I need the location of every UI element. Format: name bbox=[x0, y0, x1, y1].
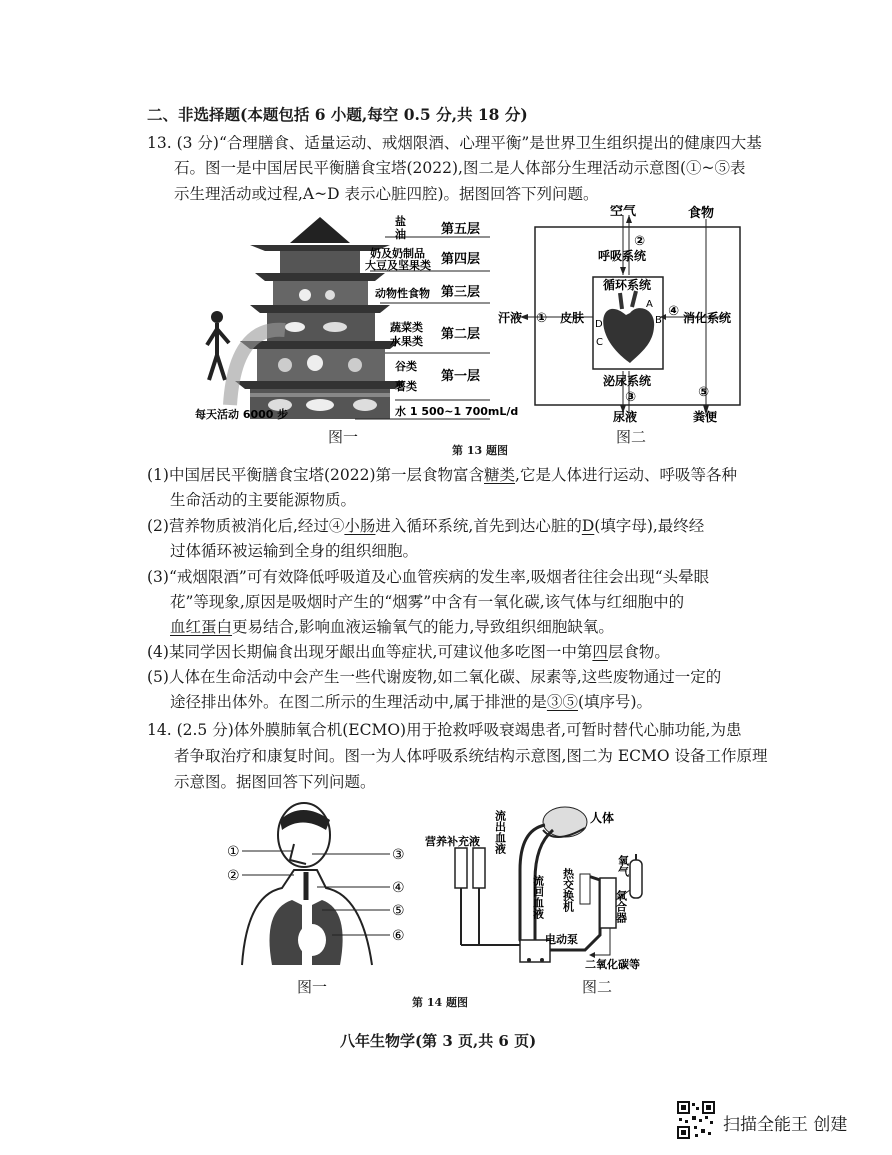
skin-label: 皮肤 bbox=[560, 311, 585, 325]
scanner-watermark: 扫描全能王 创建 bbox=[723, 1115, 848, 1135]
resp-num-3: ③ bbox=[392, 847, 405, 863]
human-torso-icon bbox=[242, 803, 372, 965]
q13-intro-line3: 示生理活动或过程,A~D 表示心脏四腔)。据图回答下列问题。 bbox=[174, 185, 599, 203]
food-vegetables: 蔬菜类 bbox=[390, 321, 423, 334]
urinary-system: 泌尿系统 bbox=[603, 374, 652, 388]
ecmo-figure bbox=[425, 800, 665, 975]
resp-num-2: ② bbox=[227, 868, 240, 884]
num-4: ④ bbox=[668, 304, 680, 319]
q13-answer-4: (4)某同学因长期偏食出现牙龈出血等症状,可建议他多吃图一中第四层食物。 bbox=[147, 643, 670, 661]
level-1: 第一层 bbox=[441, 369, 481, 384]
num-1: ① bbox=[536, 311, 548, 326]
physiology-diagram bbox=[498, 205, 753, 440]
sweat-label: 汗液 bbox=[498, 311, 523, 325]
q14-figure-title: 第 14 题图 bbox=[412, 996, 468, 1009]
q13-answer-3-line2: 花”等现象,原因是吸烟时产生的“烟雾”中含有一氧化碳,该气体与红细胞中的 bbox=[170, 593, 685, 611]
food-label: 食物 bbox=[688, 206, 715, 221]
water-label: 水 1 500~1 700mL/d bbox=[395, 405, 519, 418]
q14-fig2-caption: 图二 bbox=[582, 978, 613, 996]
q13-answer-5-line2: 途径排出体外。在图二所示的生理活动中,属于排泄的是③⑤(填序号)。 bbox=[170, 693, 653, 711]
num-3: ③ bbox=[625, 390, 637, 405]
circulatory-system: 循环系统 bbox=[603, 278, 652, 292]
food-grains: 谷类 bbox=[395, 360, 417, 373]
activity-label: 每天活动 6000 步 bbox=[195, 408, 289, 421]
respiratory-system: 呼吸系统 bbox=[598, 249, 647, 263]
pump-label: 电动泵 bbox=[545, 933, 578, 946]
oxygenator-label: 氧合器 bbox=[614, 890, 628, 923]
q14-intro-line1: 14. (2.5 分)体外膜肺氧合机(ECMO)用于抢救呼吸衰竭患者,可暂时替代心肺功能,为患 bbox=[147, 721, 742, 739]
respiratory-system-figure bbox=[222, 800, 422, 975]
qr-code-icon bbox=[677, 1101, 715, 1139]
food-tubers: 薯类 bbox=[395, 380, 417, 393]
food-fruits: 水果类 bbox=[390, 335, 423, 348]
answer-2-value1: 小肠 bbox=[344, 517, 376, 535]
q13-answer-1: (1)中国居民平衡膳食宝塔(2022)第一层食物富含糖类,它是人体进行运动、呼吸等各种 bbox=[147, 466, 737, 484]
q13-answer-1-line2: 生命活动的主要能源物质。 bbox=[170, 491, 357, 509]
food-animal: 动物性食物 bbox=[375, 287, 430, 300]
q13-figure-title: 第 13 题图 bbox=[452, 444, 508, 457]
chamber-D: D bbox=[595, 319, 603, 330]
answer-2-value2: D bbox=[581, 517, 595, 535]
food-dairy: 奶及奶制品 bbox=[370, 247, 425, 260]
answer-1-value: 糖类 bbox=[484, 466, 516, 484]
q14-intro-line2: 者争取治疗和康复时间。图一为人体呼吸系统结构示意图,图二为 ECMO 设备工作原理 bbox=[174, 747, 768, 765]
num-5: ⑤ bbox=[698, 385, 710, 400]
level-3: 第三层 bbox=[441, 285, 481, 300]
food-oil: 油 bbox=[395, 228, 406, 241]
q13-intro-line1: 13. (3 分)“合理膳食、适量运动、戒烟限酒、心理平衡”是世界卫生组织提出的健康四大基 bbox=[147, 134, 762, 152]
outflow-label: 流出血液 bbox=[493, 810, 507, 854]
resp-num-1: ① bbox=[227, 844, 240, 860]
feces-label: 粪便 bbox=[693, 410, 718, 424]
urine-label: 尿液 bbox=[613, 410, 638, 424]
q14-fig1-caption: 图一 bbox=[297, 978, 328, 996]
q13-answer-3-line1: (3)“戒烟限酒”可有效降低呼吸道及心血管疾病的发生率,吸烟者往往会出现“头晕眼 bbox=[147, 568, 710, 586]
q13-answer-3-line3: 血红蛋白更易结合,影响血液运输氧气的能力,导致组织细胞缺氧。 bbox=[170, 618, 614, 636]
walking-person-icon bbox=[207, 311, 229, 380]
section-title: 二、非选择题(本题包括 6 小题,每空 0.5 分,共 18 分) bbox=[147, 105, 528, 124]
num-2: ② bbox=[634, 234, 646, 249]
food-salt: 盐 bbox=[395, 215, 406, 228]
answer-3-value: 血红蛋白 bbox=[170, 618, 233, 636]
q13-answer-2: (2)营养物质被消化后,经过④小肠进入循环系统,首先到达心脏的D(填字母),最终经 bbox=[147, 517, 705, 535]
heat-exchanger-label: 热交换机 bbox=[561, 868, 575, 912]
pagoda-roof-icon bbox=[290, 217, 350, 243]
resp-num-5: ⑤ bbox=[392, 903, 405, 919]
nutrient-label: 营养补充液 bbox=[425, 835, 480, 848]
food-soy: 大豆及坚果类 bbox=[365, 259, 431, 272]
q13-answer-5-line1: (5)人体在生命活动中会产生一些代谢废物,如二氧化碳、尿素等,这些废物通过一定的 bbox=[147, 668, 722, 686]
answer-5-value: ③⑤ bbox=[546, 693, 578, 711]
level-5: 第五层 bbox=[441, 222, 481, 237]
resp-num-6: ⑥ bbox=[392, 928, 405, 944]
human-label: 人体 bbox=[590, 811, 615, 825]
oxygen-tank-icon bbox=[630, 854, 642, 898]
food-pyramid-figure bbox=[195, 205, 525, 445]
digestive-system: 消化系统 bbox=[683, 311, 732, 325]
chamber-C: C bbox=[596, 337, 603, 348]
q14-intro-line3: 示意图。据图回答下列问题。 bbox=[174, 773, 376, 791]
page-footer: 八年生物学(第 3 页,共 6 页) bbox=[340, 1032, 537, 1050]
co2-label: 二氧化碳等 bbox=[585, 958, 640, 971]
oxygen-label: 氧气 bbox=[616, 855, 630, 877]
q13-fig1-caption: 图一 bbox=[328, 428, 359, 446]
chamber-B: B bbox=[655, 315, 662, 326]
q13-fig2-caption: 图二 bbox=[616, 428, 647, 446]
q13-intro-line2: 石。图一是中国居民平衡膳食宝塔(2022),图二是人体部分生理活动示意图(①~⑤表 bbox=[174, 159, 746, 177]
q13-answer-2-line2: 过体循环被运输到全身的组织细胞。 bbox=[170, 542, 419, 560]
resp-num-4: ④ bbox=[392, 880, 405, 896]
chamber-A: A bbox=[646, 299, 653, 310]
air-label: 空气 bbox=[610, 205, 637, 219]
inflow-label: 流回血液 bbox=[531, 875, 545, 919]
answer-4-value: 四 bbox=[592, 643, 608, 661]
level-4: 第四层 bbox=[441, 252, 481, 267]
level-2: 第二层 bbox=[441, 327, 481, 342]
